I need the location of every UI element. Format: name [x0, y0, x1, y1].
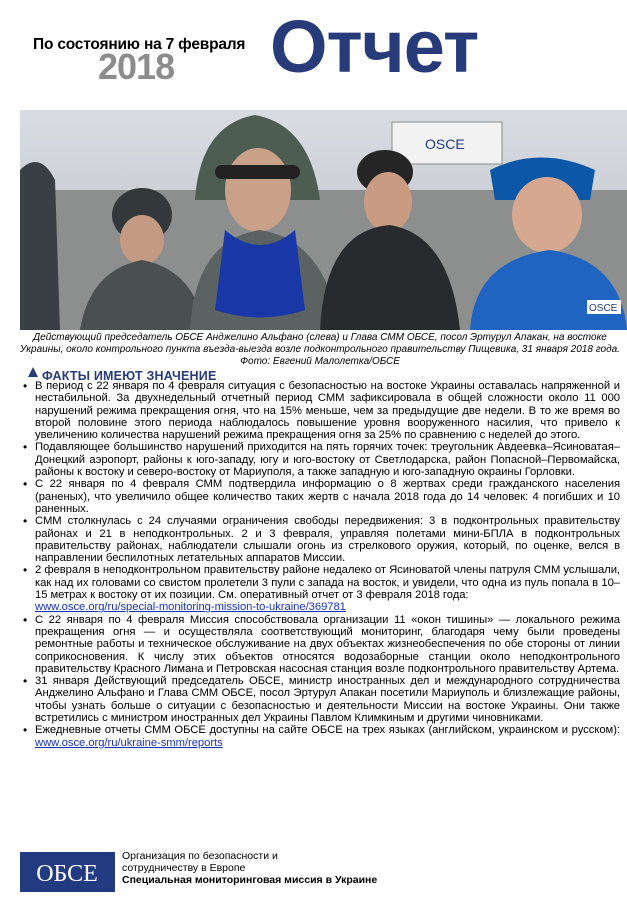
list-item-text: Подавляющее большинство нарушений приходится на пять горячих точек: треугольник Авдеевка–Ясиноватая–Донецкий аэропорт, районы к юго-западу, югу и юго-востоку от Светлодарска, район Попасной–Первомайска, районы к востоку и северо-востоку от Мариуполя, а также западную и юго-западную окраины Горловки.	[35, 441, 620, 479]
cover-photo	[20, 110, 627, 330]
footer-org-info	[122, 850, 377, 886]
list-item-text: СММ столкнулась с 24 случаями ограничения свободы передвижения: 3 в подконтрольных правительству районах и 21 в неподконтрольных. 2 и 3 февраля, управляя полетами мини-БПЛА в подконтрольных правительству районах, наблюдатели слышали огонь из стрелкового оружия, который, по оценке, велся в направлении беспилотных летательных аппаратов Миссии.	[35, 515, 620, 565]
list-item	[20, 441, 620, 478]
report-title: Отчет	[270, 5, 479, 88]
sign-text: OSCE	[425, 136, 465, 152]
report-date: По состоянию на 7 февраля	[33, 36, 246, 53]
list-item-text: С 22 января по 4 февраля СММ подтвердила информацию о 8 жертвах среди гражданского населения (раненых), что увеличило общее количество таких жертв с начала 2018 года до 14 человек: 4 погибших и 10 раненных.	[35, 478, 620, 515]
list-item-text: В период с 22 января по 4 февраля ситуация с безопасностью на востоке Украины оставалась напряженной и нестабильной. За двухнедельный отчетный период СММ зафиксировала в общей сложности около 11 000 нарушений режима прекращения огня, что на 15% меньше, чем за предыдущие две недели. В то же время во второй половине этого периода наблюдалось повышение уровня вооруженного насилия, что привело к увеличению количества нарушений режима прекращения огня за 25% по сравнению с неделей до этого.	[35, 380, 620, 442]
mission-name: Специальная мониторинговая миссия в Украине	[122, 874, 378, 886]
list-item-text: С 22 января по 4 февраля Миссия способствовала организации 11 «окон тишины» — локального режима прекращения огня — и осуществляла соответствующий мониторинг, благодаря чему были проведены ремонтные работы и техническое обслуживание на двух объектах жизнеобеспечения по обе стороны от линии соприкосновения. К числу этих объектов относятся водозаборные станции около неподконтрольного правительству Красного Лимана и Петровская насосная станция возле подконтрольного правительству Артема.	[35, 613, 620, 675]
mission-report-link[interactable]: www.osce.org/ru/special-monitoring-mission-to-ukraine/369781	[35, 601, 346, 614]
osce-logo-text: ОБСЕ	[36, 861, 98, 887]
org-name-line1: Организация по безопасности и	[122, 850, 278, 862]
list-item-text: 2 февраля в неподконтрольном правительству районе недалеко от Ясиноватой члены патруля СММ услышали, как над их головами со свистом пролетели 3 пули с запада на восток, и увидели, что одна из пуль попала в 10–15 метрах к востоку от их позиции. См. оперативный отчет от 3 февраля 2018 года:	[35, 564, 620, 602]
org-name-line2: сотрудничеству в Европе	[122, 862, 246, 874]
list-item	[20, 614, 620, 675]
list-item-text: Ежедневные отчеты СММ ОБСЕ доступны на сайте ОБСЕ на трех языках (английском, украинском и русском):	[35, 724, 620, 737]
list-item	[20, 380, 620, 441]
facts-heading: ФАКТЫ ИМЕЮТ ЗНАЧЕНИЕ	[42, 369, 217, 383]
photo-caption: Действующий председатель ОБСЕ Анджелино Альфано (слева) и Глава СММ ОБСЕ, посол Эртурул Апакан, на востоке Украины, около контрольного пункта въезда-выезда возле подконтрольного правительству Пищевика, 31 января 2018 года. Фото: Евгений Малолетка/ОБСЕ	[20, 332, 620, 367]
list-item	[20, 724, 620, 749]
facts-list	[20, 380, 620, 749]
osce-logo-mark	[20, 852, 115, 892]
list-item-text: 31 января Действующий председатель ОБСЕ, министр иностранных дел и международного сотрудничества Анджелино Альфано и Глава СММ ОБСЕ, посол Эртурул Апакан посетили Мариуполь и близлежащие районы, чтобы узнать больше о ситуации с безопасностью и деятельности Миссии на востоке Украины. Они также встретились с министром иностранных дел Украины Павлом Климкиным и другими чиновниками.	[35, 675, 620, 725]
list-item	[20, 564, 620, 613]
list-item	[20, 515, 620, 564]
list-item	[20, 675, 620, 724]
osce-logo	[20, 852, 115, 892]
facts-heading-icon	[28, 367, 38, 377]
daily-reports-link[interactable]: www.osce.org/ru/ukraine-smm/reports	[35, 736, 223, 749]
report-year: 2018	[98, 46, 175, 87]
list-item	[20, 478, 620, 515]
badge-text: OSCE	[589, 303, 618, 314]
